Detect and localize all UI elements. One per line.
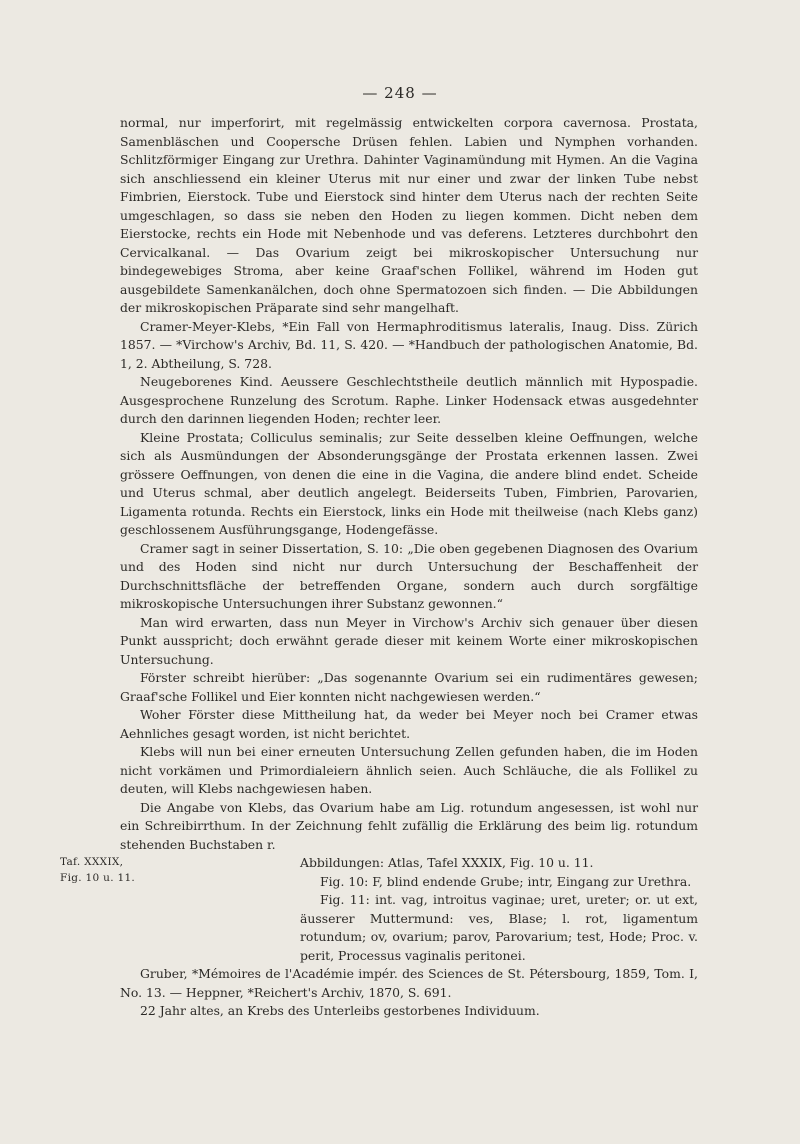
margin-note-plate: Taf. XXXIX, [60,856,124,868]
figure-10-caption: Fig. 10: F, blind endende Grube; intr, Eingang zur Urethra. [320,873,692,889]
closing-case: 22 Jahr altes, an Krebs des Unterleibs gestorbenes Individuum. [140,1003,540,1018]
paragraph-3: Neugeborenes Kind. Aeussere Geschlechtstheile deutlich männlich mit Hypospadie. Ausgesprochene Runzelung des Scrotum. Raphe. Linker Hodensack etwas ausgedehnter durch den darinnen liegenden Hoden; rechter leer. [120,374,698,426]
figure-11-caption: Fig. 11: int. vag, introitus vaginae; uret, ureter; or. ut ext, äusserer Muttermund: ves, Blase; l. rot, ligamentum rotundum; ov, ovarium; parov, Parovarium; test, Hode; Proc. v. perit, Processus vaginalis peritonei. [300,892,698,963]
paragraph-4: Kleine Prostata; Colliculus seminalis; zur Seite desselben kleine Oeffnungen, welche sich als Ausmündungen der Absonderungsgänge der Prostata erkennen lassen. Zwei grössere Oeffnungen, von denen die eine in die Vagina, die andere blind endet. Scheide und Uterus schmal, aber deutlich angelegt. Beiderseits Tuben, Fimbrien, Parovarien, Ligamenta rotunda. Rechts ein Eierstock, links ein Hode mit theilweise (nach Klebs ganz) geschlossenem Ausführungsgange, Hodengefässe. [120,429,698,537]
paragraph-5: Cramer sagt in seiner Dissertation, S. 10: „Die oben gegebenen Diagnosen des Ovarium und des Hoden sind nicht nur durch Untersuchung der Beschaffenheit der Durchschnittsfläche der betreffenden Organe, sondern auch durch sorgfältige mikroskopische Untersuchungen ihrer Substanz gewonnen.“ [120,540,698,611]
margin-note [60,854,135,886]
page-number: — 248 — [362,84,438,102]
paragraph-9: Klebs will nun bei einer erneuten Untersuchung Zellen gefunden haben, die im Hoden nicht vorkämen und Primordialeiern ähnlich seien. Auch Schläuche, die als Follikel zu deuten, will Klebs nachgewiesen haben. [120,744,698,796]
paragraph-1: normal, nur imperforirt, mit regelmässig entwickelten corpora cavernosa. Prostata, Samenbläschen und Coopersche Drüsen fehlen. Labien und Nymphen vorhanden. Schlitzförmiger Eingang zur Urethra. Dahinter Vaginamündung mit Hymen. An die Vagina sich anschliessend ein kleiner Uterus mit nur einer und zwar der linken Tube nebst Fimbrien, Eierstock. Tube und Eierstock sind hinter dem Uterus nach der rechten Seite umgeschlagen, so dass sie neben den Hoden zu liegen kommen. Dicht neben dem Eierstocke, rechts ein Hode mit Nebenhode und vas deferens. Letzteres durchbohrt den Cervicalkanal. — Das Ovarium zeigt bei mikroskopischer Untersuchung nur bindegewebiges Stroma, aber keine Graaf'schen Follikel, während im Hoden gut ausgebildete Samenkanälchen, doch ohne Spermatozoen sich finden. — Die Abbildungen der mikroskopischen Präparate sind sehr mangelhaft. [120,115,698,315]
paragraph-2-citation: Cramer-Meyer-Klebs, *Ein Fall von Hermaphroditismus lateralis, Inaug. Diss. Zürich 1857. — *Virchow's Archiv, Bd. 11, S. 420. — *Handbuch der pathologischen Anatomie, Bd. 1, 2. Abtheilung, S. 728. [120,318,698,371]
margin-note-figures: Fig. 10 u. 11. [60,872,136,884]
body-text [120,114,698,1021]
paragraph-6: Man wird erwarten, dass nun Meyer in Virchow's Archiv sich genauer über diesen Punkt ausspricht; doch erwähnt gerade dieser mit keinem Worte einer mikroskopischen Untersuchung. [120,614,698,667]
paragraph-10: Die Angabe von Klebs, das Ovarium habe am Lig. rotundum angesessen, ist wohl nur ein Schreibirrthum. In der Zeichnung fehlt zufällig die Erklärung des beim lig. rotundum stehenden Buchstaben r. [120,799,698,852]
figure-legend [300,854,698,965]
closing-citation: Gruber, *Mémoires de l'Académie impér. des Sciences de St. Pétersbourg, 1859, Tom. I, No. 13. — Heppner, *Reichert's Archiv, 1870, S. 691. [120,966,698,1000]
paragraph-7: Förster schreibt hierüber: „Das sogenannte Ovarium sei ein rudimentäres gewesen; Graaf'sche Follikel und Eier konnten nicht nachgewiesen werden.“ [120,670,698,704]
paragraph-8: Woher Förster diese Mittheilung hat, da weder bei Meyer noch bei Cramer etwas Aehnliches gesagt worden, ist nicht berichtet. [120,707,698,741]
figure-heading: Abbildungen: Atlas, Tafel XXXIX, Fig. 10 u. 11. [300,855,594,870]
